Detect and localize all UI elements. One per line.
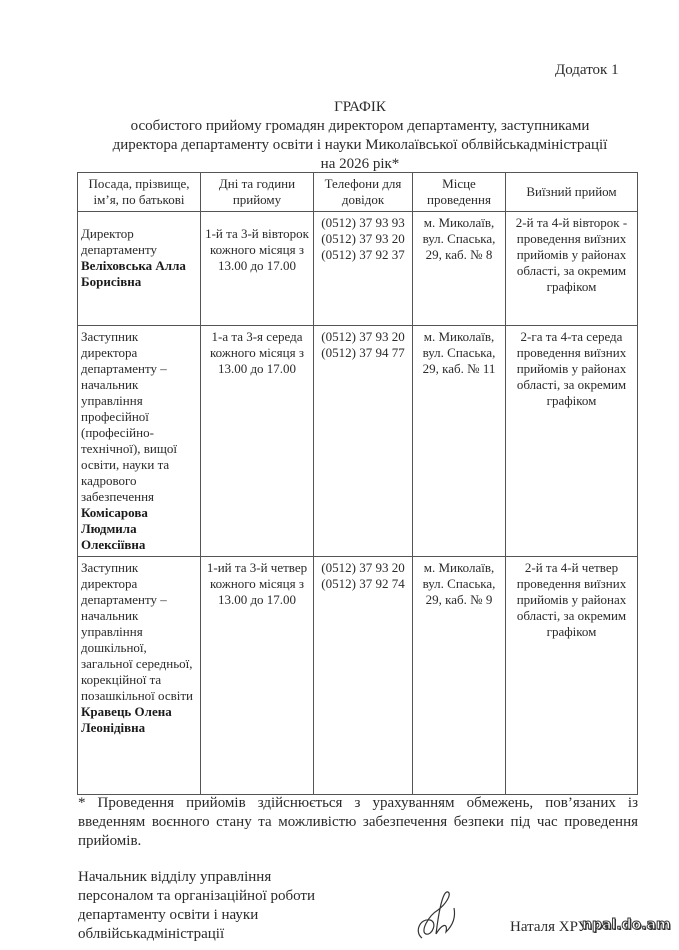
signature-block xyxy=(78,868,315,944)
place-cell: м. Миколаїв, вул. Спаська, 29, каб. № 8 xyxy=(413,212,506,326)
place-cell: м. Миколаїв, вул. Спаська, 29, каб. № 9 xyxy=(413,557,506,795)
table-row xyxy=(78,212,638,326)
signer-title-line: Начальник відділу управління xyxy=(78,869,272,885)
phones-cell: (0512) 37 93 20 (0512) 37 94 77 xyxy=(314,326,413,557)
position: Заступник директора департаменту – начальник управління професійної (професійно-технічної), вищої освіти, науки та кадрового забезпечення xyxy=(81,329,178,504)
visiting-cell: 2-й та 4-й вівторок - проведення виїзних прийомів у районах області, за окремим графіком xyxy=(506,212,638,326)
title-line: на 2026 рік* xyxy=(320,156,400,172)
person-name: Кравець Олена Леонідівна xyxy=(81,704,172,735)
column-header: Місце проведення xyxy=(413,173,506,212)
title-heading: ГРАФІК xyxy=(334,99,386,115)
watermark: npal.do.am xyxy=(582,917,671,933)
title-line: особистого прийому громадян директором департаменту, заступниками xyxy=(130,118,590,134)
document-title xyxy=(70,98,650,174)
phones-cell: (0512) 37 93 93 (0512) 37 93 20 (0512) 37 92 37 xyxy=(314,212,413,326)
position: Директор департаменту xyxy=(81,226,158,257)
signer-title-line: облвійськадміністрації xyxy=(78,926,225,942)
column-header: Виїзний прийом xyxy=(506,173,638,212)
title-line: директора департаменту освіти і науки Миколаївської облвійськадміністрації xyxy=(112,137,608,153)
position-cell xyxy=(78,557,201,795)
appendix-label: Додаток 1 xyxy=(555,62,619,78)
days-cell: 1-ий та 3-й четвер кожного місяця з 13.00 до 17.00 xyxy=(201,557,314,795)
signer-title-line: персоналом та організаційної роботи xyxy=(78,888,316,904)
visiting-cell: 2-га та 4-та середа проведення виїзних прийомів у районах області, за окремим графіком xyxy=(506,326,638,557)
signer-name: Наталя ХРУ xyxy=(510,919,589,935)
person-name: Веліховська Алла Борисівна xyxy=(81,258,186,289)
phones-cell: (0512) 37 93 20 (0512) 37 92 74 xyxy=(314,557,413,795)
column-header: Дні та години прийому xyxy=(201,173,314,212)
position-cell xyxy=(78,326,201,557)
signer-title-line: департаменту освіти і науки xyxy=(78,907,259,923)
position-cell xyxy=(78,212,201,326)
table-header-row xyxy=(78,173,638,212)
table-row xyxy=(78,557,638,795)
schedule-table xyxy=(77,172,638,795)
table-row xyxy=(78,326,638,557)
days-cell: 1-й та 3-й вівторок кожного місяця з 13.00 до 17.00 xyxy=(201,212,314,326)
place-cell: м. Миколаїв, вул. Спаська, 29, каб. № 11 xyxy=(413,326,506,557)
position: Заступник директора департаменту – начальник управління дошкільної, загальної середньої, корекційної та позашкільної освіти xyxy=(81,560,194,703)
days-cell: 1-а та 3-я середа кожного місяця з 13.00 до 17.00 xyxy=(201,326,314,557)
handwritten-signature xyxy=(412,888,462,948)
footnote: * Проведення прийомів здійснюється з урахуванням обмежень, пов’язаних із введенням воєнного стану та можливістю забезпечення безпеки під час проведення прийомів. xyxy=(78,795,638,849)
person-name: Комісарова Людмила Олексіївна xyxy=(81,505,148,552)
column-header: Посада, прізвище, ім’я, по батькові xyxy=(78,173,201,212)
visiting-cell: 2-й та 4-й четвер проведення виїзних прийомів у районах області, за окремим графіком xyxy=(506,557,638,795)
column-header: Телефони для довідок xyxy=(314,173,413,212)
